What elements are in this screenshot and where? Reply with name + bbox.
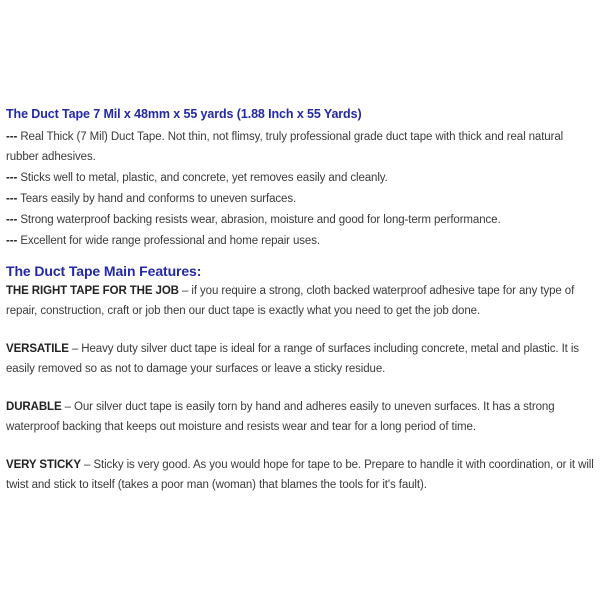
feature-name: VERSATILE xyxy=(6,343,69,355)
feature-text: – Heavy duty silver duct tape is ideal for a range of surfaces including concrete, metal and plastic. It is easily removed so as not to damage your surfaces or leave a sticky residue. xyxy=(6,343,579,375)
feature-text: – if you require a strong, cloth backed waterproof adhesive tape for any type of repair, construction, craft or job then our duct tape is exactly what you need to get the job done. xyxy=(6,285,575,317)
spec-text: Real Thick (7 Mil) Duct Tape. Not thin, not flimsy, truly professional grade duct tape with thick and real natural rubber adhesives. xyxy=(6,131,564,163)
spec-item xyxy=(6,189,594,209)
spec-list xyxy=(6,127,594,251)
spec-text: Excellent for wide range professional and home repair uses. xyxy=(20,235,320,247)
feature-name: DURABLE xyxy=(6,401,62,413)
features-heading: The Duct Tape Main Features: xyxy=(6,263,202,279)
feature-paragraph xyxy=(6,456,594,495)
feature-name: VERY STICKY xyxy=(6,459,81,471)
spec-text: Sticks well to metal, plastic, and concrete, yet removes easily and cleanly. xyxy=(20,172,388,184)
feature-paragraph xyxy=(6,340,594,379)
bullet-marker: --- xyxy=(6,193,18,205)
feature-paragraph xyxy=(6,398,594,437)
feature-name: THE RIGHT TAPE FOR THE JOB xyxy=(6,285,179,297)
feature-text: – Our silver duct tape is easily torn by hand and adheres easily to uneven surfaces. It has a strong waterproof backing that keeps out moisture and resists wear and tear for a long period of time. xyxy=(6,401,555,433)
feature-paragraph xyxy=(6,282,594,321)
spec-text: Strong waterproof backing resists wear, abrasion, moisture and good for long-term performance. xyxy=(20,214,501,226)
spec-item xyxy=(6,210,594,230)
product-title: The Duct Tape 7 Mil x 48mm x 55 yards (1.88 Inch x 55 Yards) xyxy=(6,107,362,121)
bullet-marker: --- xyxy=(6,172,18,184)
spec-text: Tears easily by hand and conforms to uneven surfaces. xyxy=(20,193,297,205)
bullet-marker: --- xyxy=(6,235,18,247)
spec-item xyxy=(6,231,594,251)
spec-item xyxy=(6,127,594,167)
bullet-marker: --- xyxy=(6,131,18,143)
feature-text: – Sticky is very good. As you would hope for tape to be. Prepare to handle it with coordination, or it will twist and stick to itself (takes a poor man (woman) that blames the tools for it's fault). xyxy=(6,459,594,491)
bullet-marker: --- xyxy=(6,214,18,226)
spec-item xyxy=(6,168,594,188)
